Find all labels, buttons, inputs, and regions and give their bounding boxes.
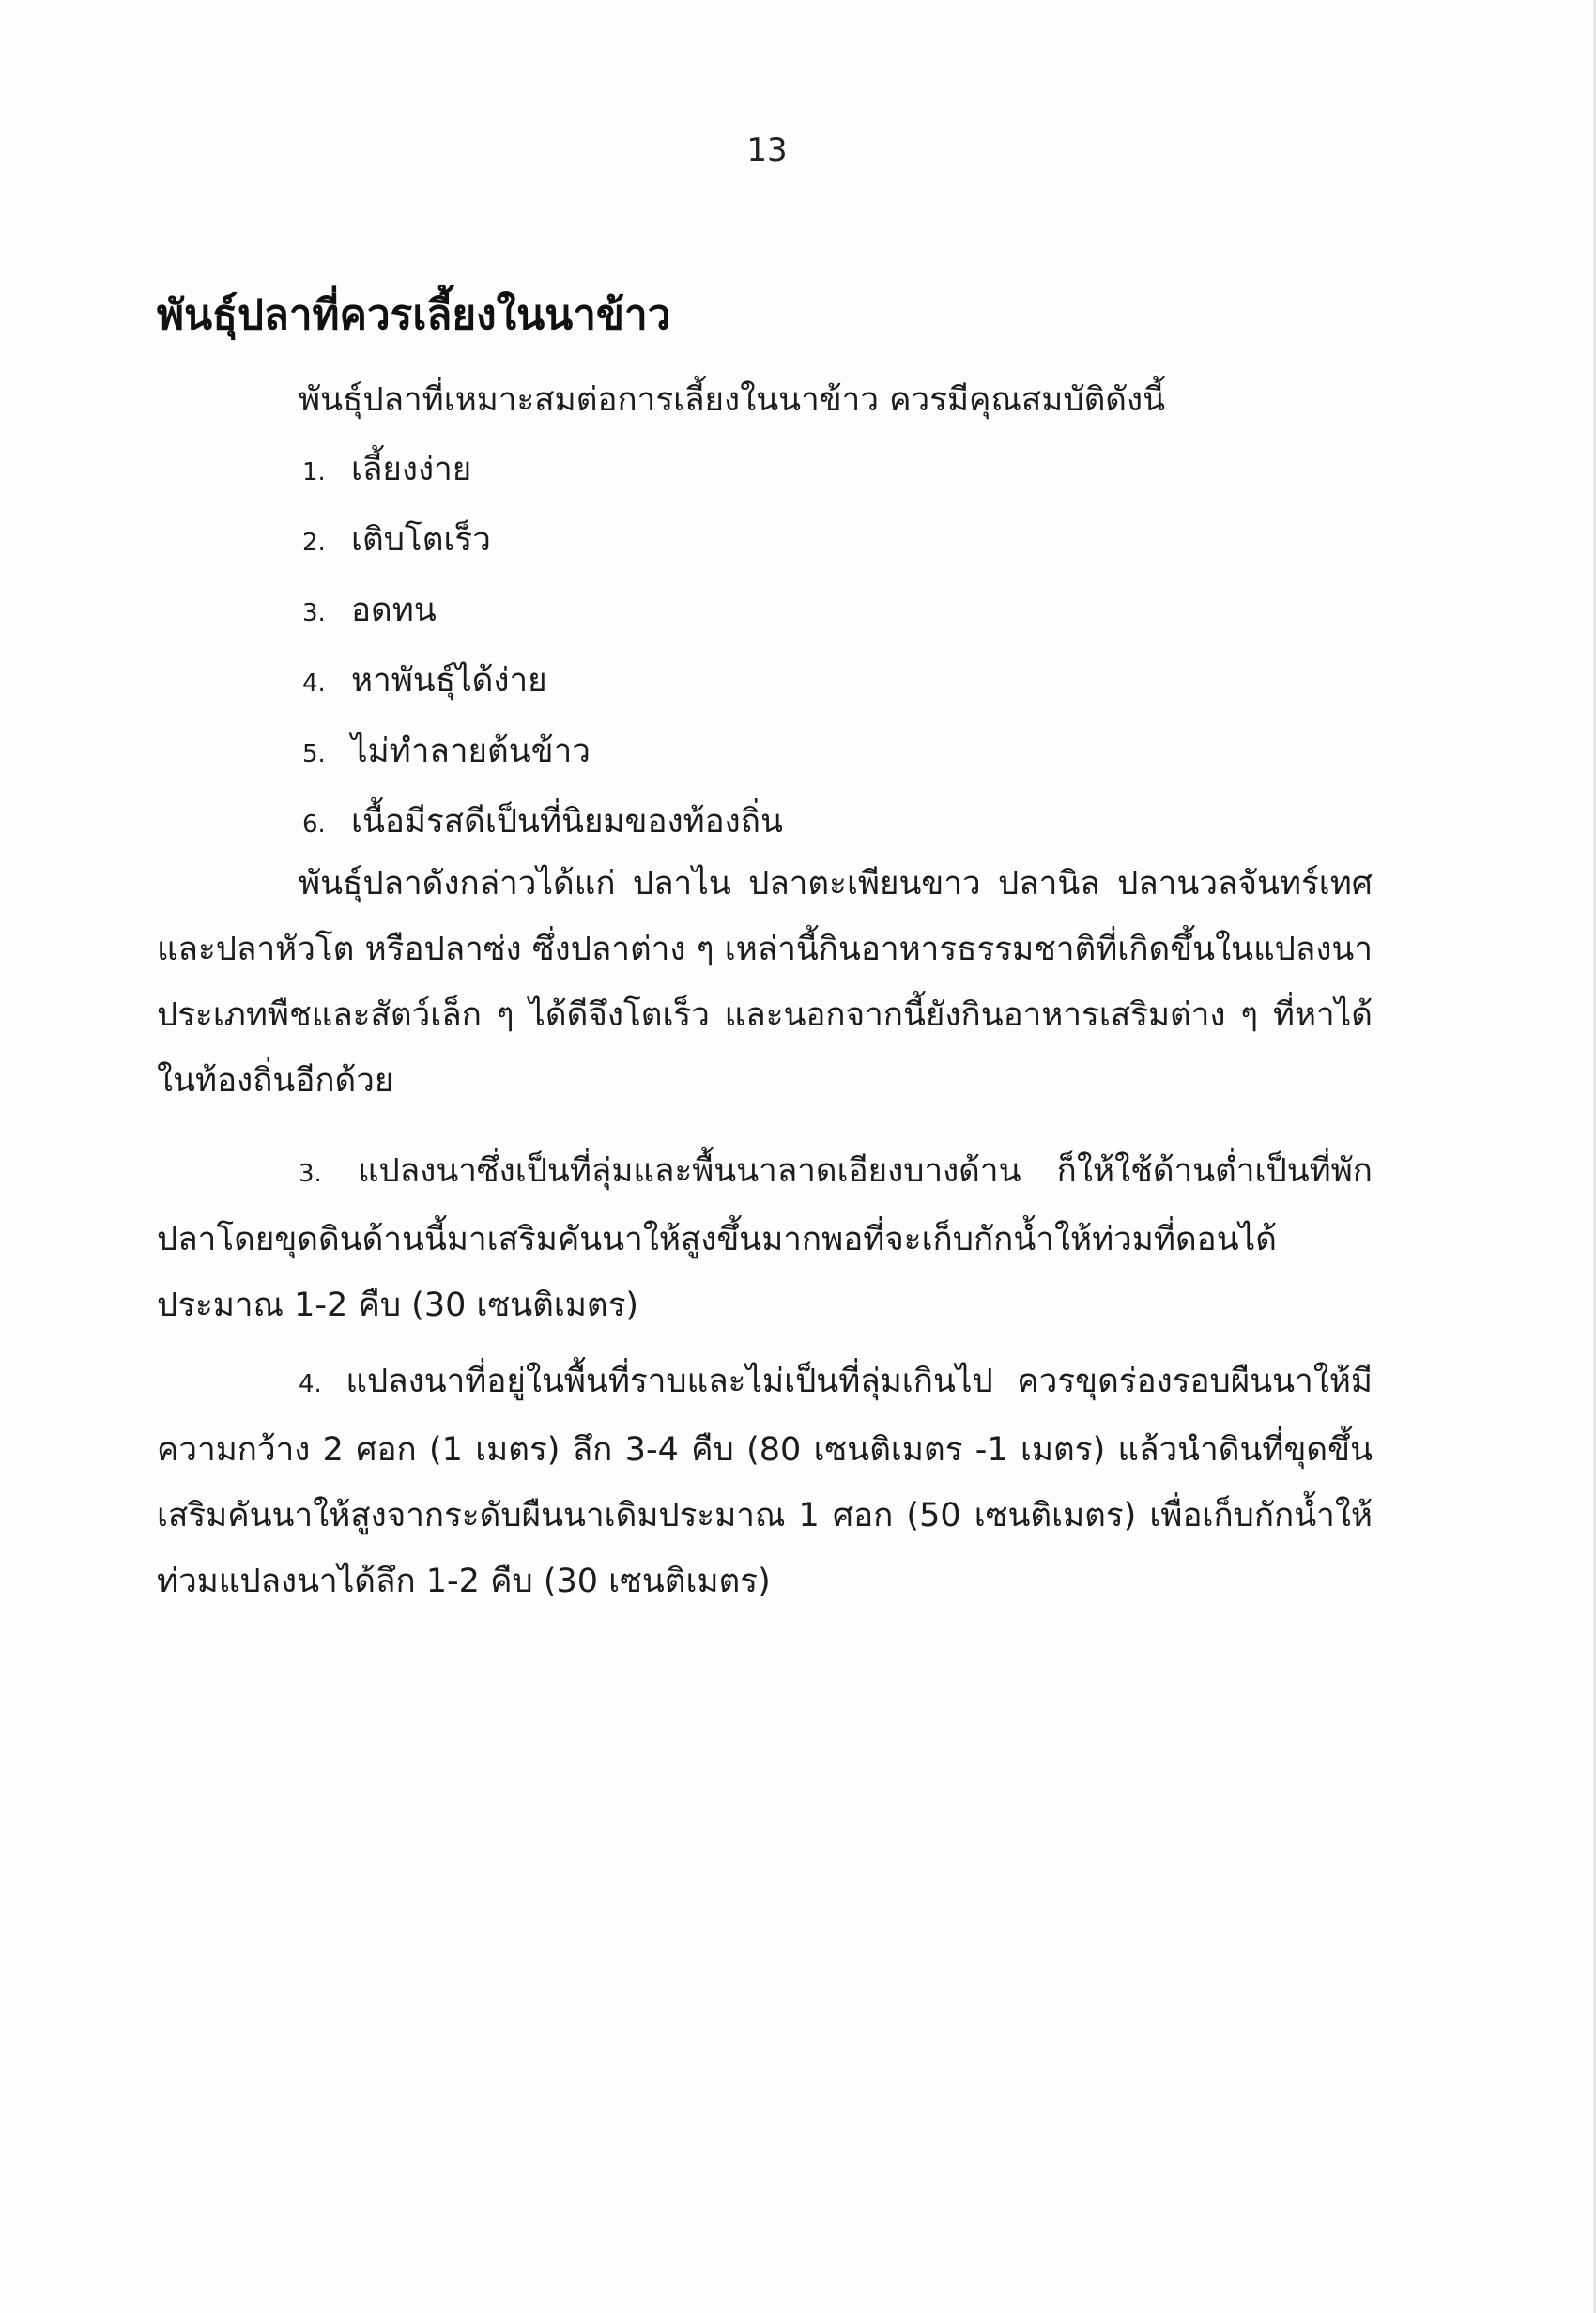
paragraph-number: 3. [299,1160,322,1188]
paragraph-item-4 [157,1349,1373,1614]
list-item [302,441,783,512]
paragraph-item-3 [157,1138,1373,1338]
list-item-text: ไม่ทำลายต้นข้าว [351,732,591,770]
species-paragraph: พันธุ์ปลาดังกล่าวได้แก่ ปลาไน ปลาตะเพียนขาว ปลานิล ปลานวลจันทร์เทศ และปลาหัวโต หรือปลาซ่ง ซึ่งปลาต่าง ๆ เหล่านี้กินอาหารธรรมชาติที่เกิดขึ้นในแปลงนา ประเภทพืชและสัตว์เล็ก ๆ ได้ดีจึงโตเร็ว และนอกจากนี้ยังกินอาหารเสริมต่าง ๆ ที่หาได้ในท้องถิ่นอีกด้วย [157,865,1373,1100]
list-item [302,582,783,653]
page-number: 13 [746,131,788,169]
list-item-number: 4. [302,670,326,698]
list-item-number: 1. [302,458,326,486]
paragraph-text: แปลงนาที่อยู่ในพื้นที่ราบและไม่เป็นที่ลุ่มเกินไป ควรขุดร่องรอบผืนนาให้มีความกว้าง 2 ศอก (1 เมตร) ลึก 3-4 คืบ (80 เซนติเมตร -1 เมตร) แล้วนำดินที่ขุดขึ้นเสริมคันนาให้สูงจากระดับผืนนาเดิมประมาณ 1 ศอก (50 เซนติเมตร) เพื่อเก็บกักน้ำให้ท่วมแปลงนาได้ลึก 1-2 คืบ (30 เซนติเมตร) [157,1363,1373,1600]
list-item-number: 5. [302,740,326,768]
list-item-text: หาพันธุ์ได้ง่าย [351,662,547,700]
list-item-text: เลี้ยงง่าย [351,451,472,488]
list-item-text: อดทน [351,592,437,629]
qualities-list [302,441,783,864]
list-item [302,512,783,582]
intro-line: พันธุ์ปลาที่เหมาะสมต่อการเลี้ยงในนาข้าว ควรมีคุณสมบัติดังนี้ [299,381,1166,419]
list-item [302,653,783,723]
paragraph-number: 4. [299,1370,322,1398]
paragraph-text: แปลงนาซึ่งเป็นที่ลุ่มและพื้นนาลาดเอียงบางด้าน ก็ให้ใช้ด้านต่ำเป็นที่พักปลาโดยขุดดินด้านนี้มาเสริมคันนาให้สูงขึ้นมากพอที่จะเก็บกักน้ำให้ท่วมที่ดอนได้ ประมาณ 1-2 คืบ (30 เซนติเมตร) [157,1152,1373,1324]
list-item-number: 3. [302,599,326,627]
list-item-text: เนื้อมีรสดีเป็นที่นิยมของท้องถิ่น [351,803,783,840]
section-heading: พันธุ์ปลาที่ควรเลี้ยงในนาข้าว [157,291,671,339]
list-item-number: 6. [302,810,326,839]
list-item [302,723,783,794]
list-item-number: 2. [302,529,326,557]
list-item-text: เติบโตเร็ว [351,521,491,559]
